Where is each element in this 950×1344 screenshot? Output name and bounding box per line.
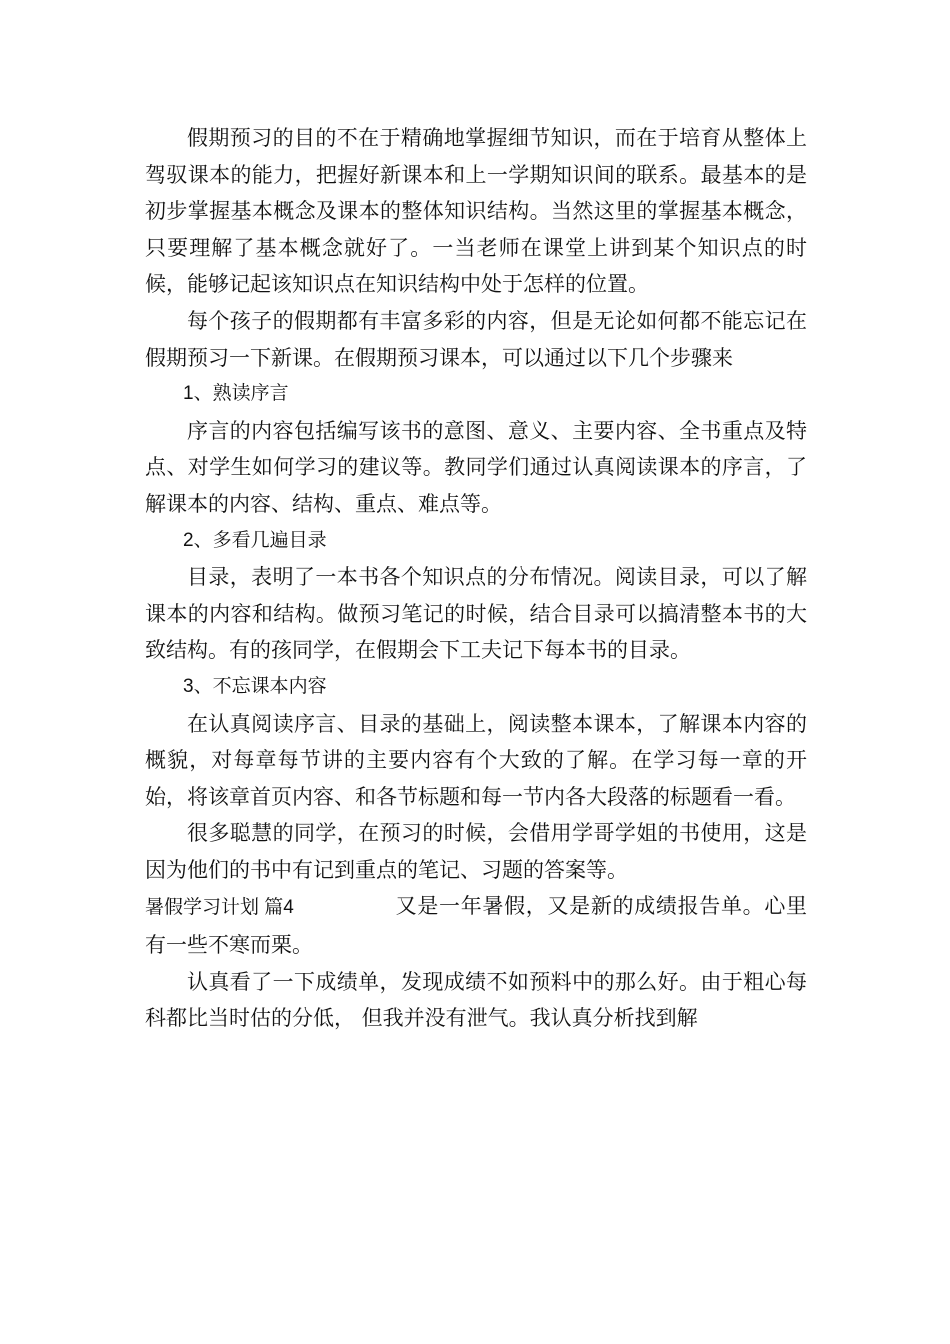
section-text: 又是一年暑假，又是新的成绩报告单。心里有一些不寒而栗。: [145, 894, 807, 958]
document-body: [145, 120, 807, 1037]
paragraph: 很多聪慧的同学，在预习的时候，会借用学哥学姐的书使用，这是因为他们的书中有记到重点的笔记、习题的答案等。: [145, 821, 807, 882]
paragraph: 每个孩子的假期都有丰富多彩的内容，但是无论如何都不能忘记在假期预习一下新课。在假期预习课本，可以通过以下几个步骤来: [145, 308, 807, 370]
list-heading: 3、不忘课本内容: [183, 675, 327, 697]
paragraph: 认真看了一下成绩单，发现成绩不如预料中的那么好。由于粗心每科都比当时估的分低， 但我并没有泄气。我认真分析找到解: [145, 969, 807, 1031]
section-paragraph: [145, 888, 807, 963]
list-heading: 1、熟读序言: [183, 383, 289, 405]
paragraph: 假期预习的目的不在于精确地掌握细节知识，而在于培育从整体上驾驭课本的能力，把握好新课本和上一学期知识间的联系。最基本的是初步掌握基本概念及课本的整体知识结构。当然这里的掌握基本概念，只要理解了基本概念就好了。一当老师在课堂上讲到某个知识点的时候，能够记起该知识点在知识结构中处于怎样的位置。: [145, 126, 807, 297]
list-heading: 2、多看几遍目录: [183, 529, 327, 551]
paragraph: 目录，表明了一本书各个知识点的分布情况。阅读目录，可以了解课本的内容和结构。做预习笔记的时候，结合目录可以搞清整本书的大致结构。有的孩同学，在假期会下工夫记下每本书的目录。: [145, 565, 807, 663]
section-title: 暑假学习计划 篇4: [145, 897, 294, 919]
paragraph: 序言的内容包括编写该书的意图、意义、主要内容、全书重点及特点、对学生如何学习的建议等。教同学们通过认真阅读课本的序言，了解课本的内容、结构、重点、难点等。: [145, 418, 807, 516]
paragraph: 在认真阅读序言、目录的基础上，阅读整本课本，了解课本内容的概貌，对每章每节讲的主要内容有个大致的了解。在学习每一章的开始，将该章首页内容、和各节标题和每一节内各大段落的标题看一看。: [145, 711, 807, 809]
